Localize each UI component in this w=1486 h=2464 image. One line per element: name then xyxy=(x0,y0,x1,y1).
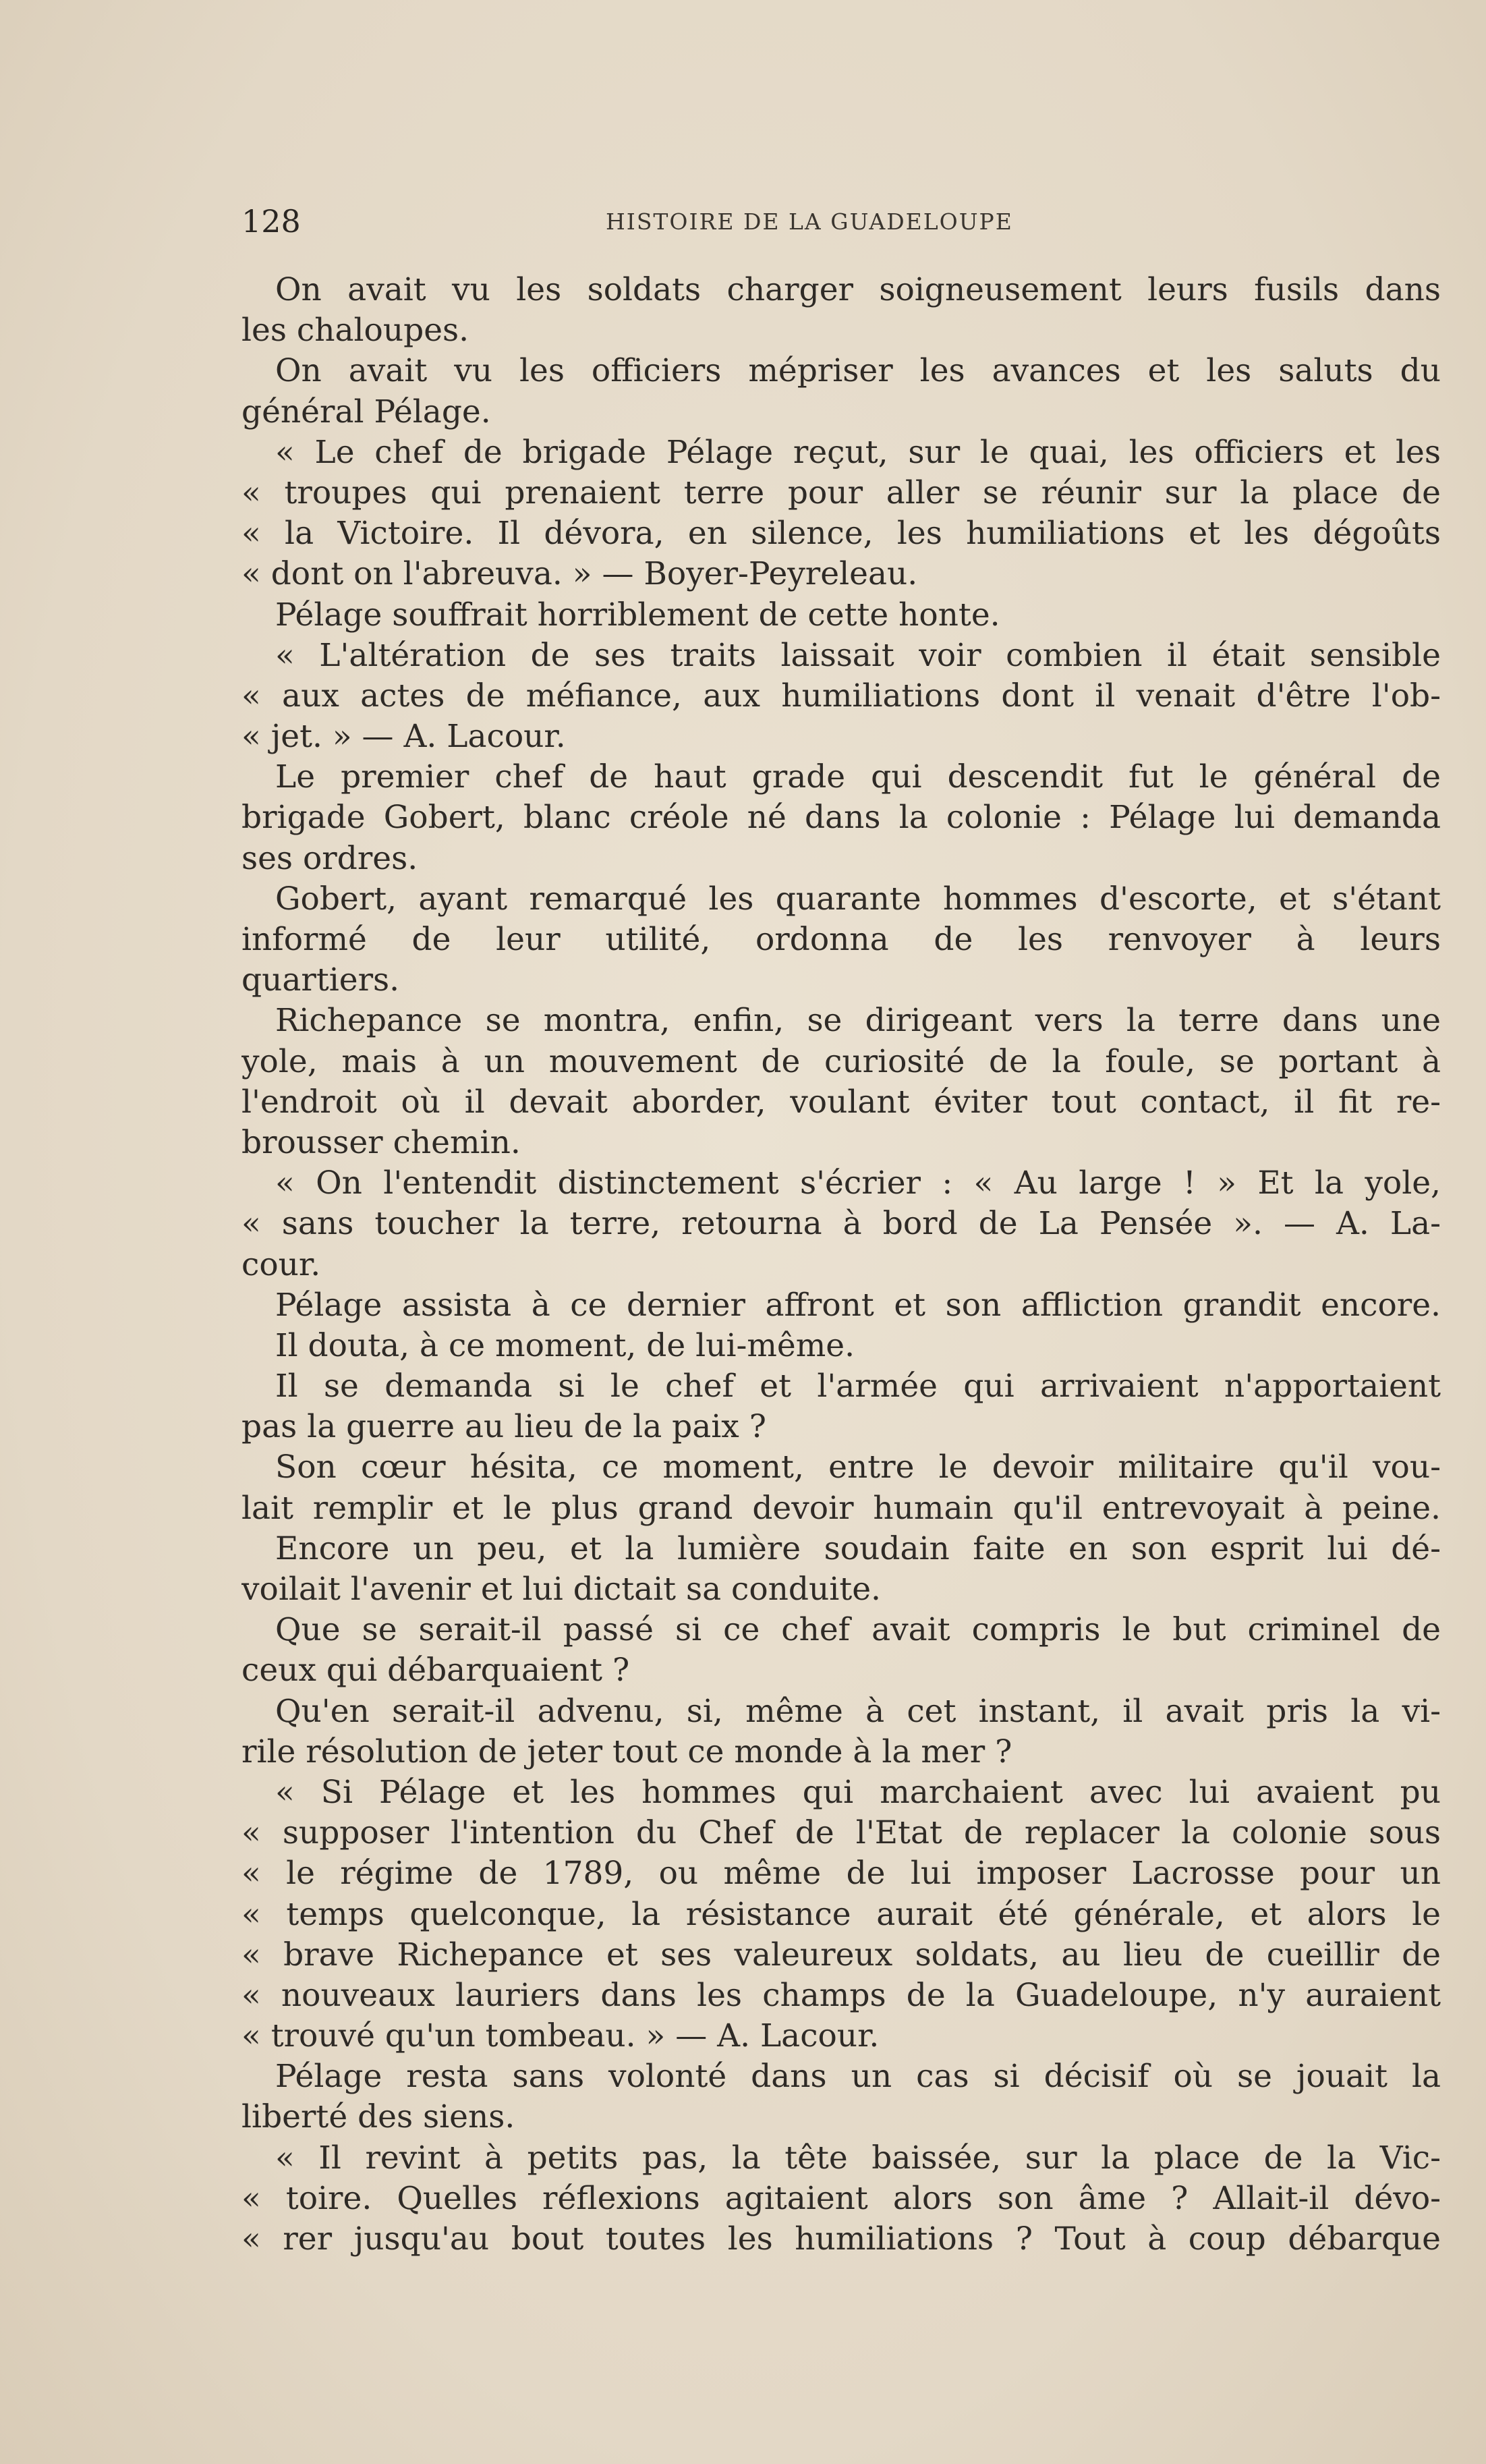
text-line: Son cœur hésita, ce moment, entre le devoir militaire qu'il vou- xyxy=(275,1449,1441,1486)
text-line: « toire. Quelles réflexions agitaient alors son âme ? Allait-il dévo- xyxy=(241,2179,1441,2217)
text-line: Pélage souffrait horriblement de cette honte. xyxy=(275,596,1000,634)
text-line: « troupes qui prenaient terre pour aller se réunir sur la place de xyxy=(241,474,1441,511)
text-line: cour. xyxy=(241,1245,321,1283)
text-line: « nouveaux lauriers dans les champs de la Guadeloupe, n'y auraient xyxy=(241,1976,1441,2014)
text-line: pas la guerre au lieu de la paix ? xyxy=(241,1408,766,1446)
text-line: Encore un peu, et la lumière soudain faite en son esprit lui dé- xyxy=(275,1530,1441,1567)
text-line: Gobert, ayant remarqué les quarante hommes d'escorte, et s'étant xyxy=(275,880,1441,918)
page-number: 128 xyxy=(241,203,301,240)
text-line: « la Victoire. Il dévora, en silence, les humiliations et les dégoûts xyxy=(241,515,1441,553)
text-line: général Pélage. xyxy=(241,393,491,430)
text-line: liberté des siens. xyxy=(241,2098,515,2136)
text-line: ceux qui débarquaient ? xyxy=(241,1652,630,1689)
text-line: On avait vu les officiers mépriser les avances et les saluts du xyxy=(275,352,1441,390)
text-line: « L'altération de ses traits laissait voir combien il était sensible xyxy=(275,636,1441,674)
text-line: voilait l'avenir et lui dictait sa conduite. xyxy=(241,1571,881,1608)
text-line: brousser chemin. xyxy=(241,1123,521,1161)
text-line: « rer jusqu'au bout toutes les humiliations ? Tout à coup débarque xyxy=(241,2220,1441,2258)
text-line: brigade Gobert, blanc créole né dans la colonie : Pélage lui demanda xyxy=(241,799,1441,837)
text-line: l'endroit où il devait aborder, voulant éviter tout contact, il fit re- xyxy=(241,1083,1441,1121)
text-line: « le régime de 1789, ou même de lui imposer Lacrosse pour un xyxy=(241,1855,1441,1893)
text-line: Pélage resta sans volonté dans un cas si décisif où se jouait la xyxy=(275,2058,1441,2096)
text-line: Il douta, à ce moment, de lui-même. xyxy=(275,1326,855,1364)
text-line: Richepance se montra, enfin, se dirigeant vers la terre dans une xyxy=(275,1002,1441,1040)
text-line: « Il revint à petits pas, la tête baissée, sur la place de la Vic- xyxy=(275,2139,1441,2177)
running-title: HISTOIRE DE LA GUADELOUPE xyxy=(606,208,1013,235)
text-line: les chaloupes. xyxy=(241,312,469,349)
text-line: « temps quelconque, la résistance aurait été générale, et alors le xyxy=(241,1895,1441,1933)
text-line: yole, mais à un mouvement de curiosité de la foule, se portant à xyxy=(241,1042,1441,1080)
text-line: Le premier chef de haut grade qui descendit fut le général de xyxy=(275,758,1441,796)
text-line: Qu'en serait-il advenu, si, même à cet instant, il avait pris la vi- xyxy=(275,1692,1441,1730)
text-line: « sans toucher la terre, retourna à bord de La Pensée ». — A. La- xyxy=(241,1205,1441,1243)
text-line: ses ordres. xyxy=(241,839,418,877)
text-line: « brave Richepance et ses valeureux soldats, au lieu de cueillir de xyxy=(241,1936,1441,1973)
text-line: « supposer l'intention du Chef de l'Etat de replacer la colonie sous xyxy=(241,1814,1441,1852)
text-line: Que se serait-il passé si ce chef avait compris le but criminel de xyxy=(275,1611,1441,1649)
text-line: quartiers. xyxy=(241,961,400,999)
running-head xyxy=(241,201,1388,242)
text-line: « jet. » — A. Lacour. xyxy=(241,718,566,756)
text-line: On avait vu les soldats charger soigneusement leurs fusils dans xyxy=(275,271,1441,308)
text-line: rile résolution de jeter tout ce monde à la mer ? xyxy=(241,1733,1012,1770)
text-line: informé de leur utilité, ordonna de les renvoyer à leurs xyxy=(241,921,1441,958)
text-line: « aux actes de méfiance, aux humiliations dont il venait d'être l'ob- xyxy=(241,677,1441,715)
body-text xyxy=(241,270,1441,2260)
text-line: « trouvé qu'un tombeau. » — A. Lacour. xyxy=(241,2017,880,2055)
text-line: « Si Pélage et les hommes qui marchaient avec lui avaient pu xyxy=(275,1773,1441,1811)
text-line: « dont on l'abreuva. » — Boyer-Peyreleau. xyxy=(241,555,918,593)
text-line: « Le chef de brigade Pélage reçut, sur le quai, les officiers et les xyxy=(275,433,1441,471)
text-line: lait remplir et le plus grand devoir humain qu'il entrevoyait à peine. xyxy=(241,1489,1441,1527)
text-line: Pélage assista à ce dernier affront et son affliction grandit encore. xyxy=(275,1286,1441,1324)
text-line: Il se demanda si le chef et l'armée qui arrivaient n'apportaient xyxy=(275,1368,1441,1405)
text-line: « On l'entendit distinctement s'écrier : « Au large ! » Et la yole, xyxy=(275,1165,1441,1202)
